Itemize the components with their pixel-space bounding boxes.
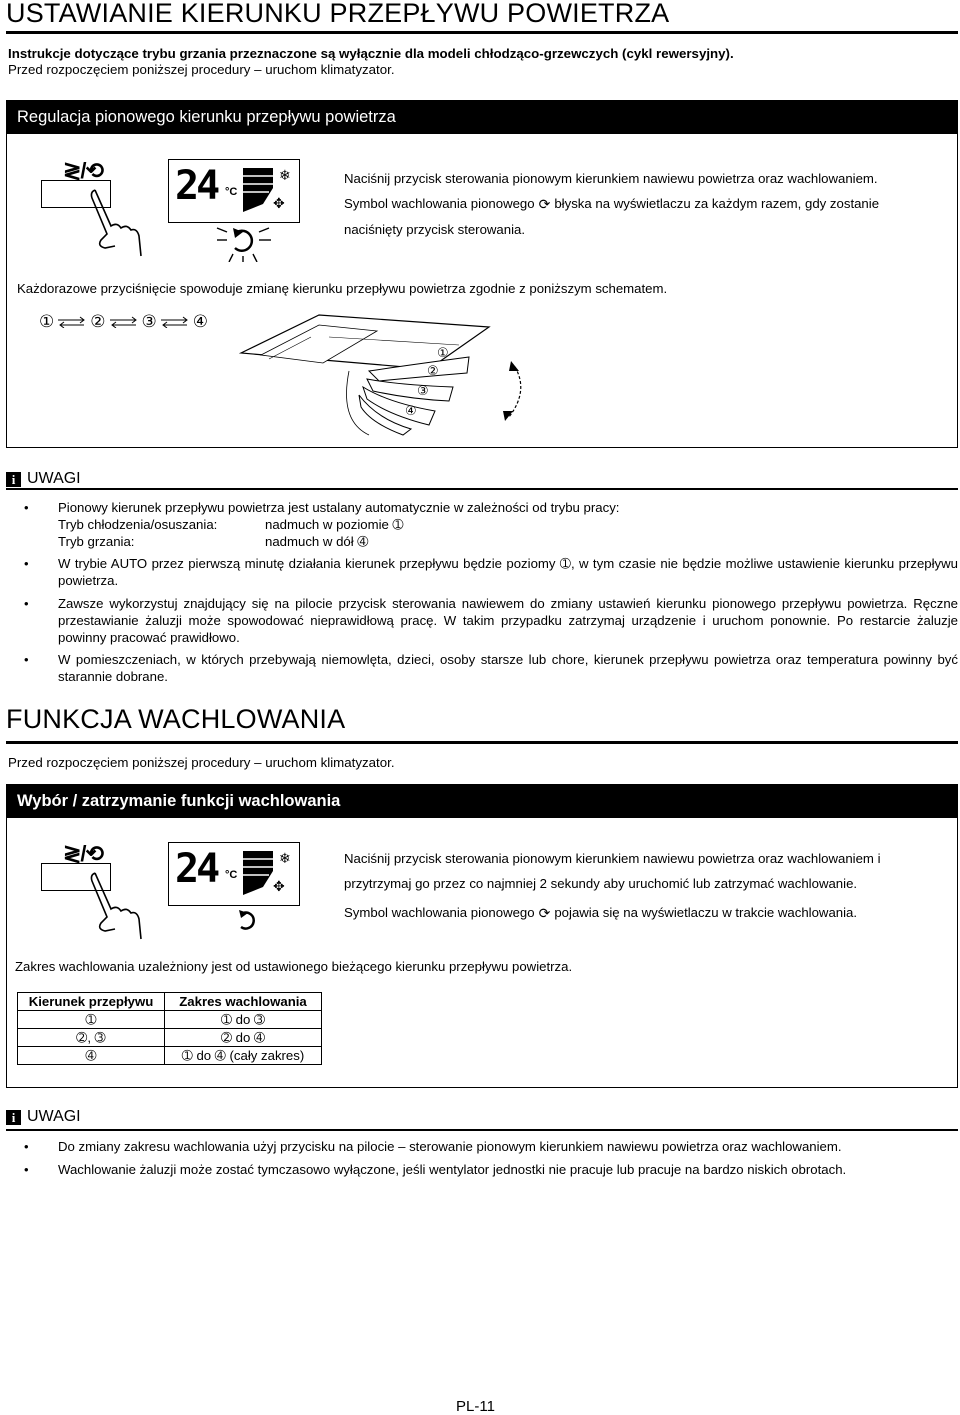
table-cell: ➀ do ➃ (cały zakres) (165, 1047, 322, 1065)
note-item: • Zawsze wykorzystuj znajdujący się na pilocie przycisk sterowania nawiewem do zmiany ustawień kierunku pionowego przepływu powietrza. Ręczne przestawianie żaluzji może spowodować nieprawidłową pracę. W takim przypadku zatrzymaj urządzenie i uruchom ponownie. Po restarcie żaluzje powinny pracować prawidłowo. (24, 596, 958, 646)
mode-label: Tryb chłodzenia/osuszania: (58, 516, 218, 532)
range-text: Zakres wachlowania uzależniony jest od ustawionego bieżącego kierunku przepływu powietrza. (15, 959, 573, 974)
hand-icon (87, 186, 147, 266)
mode-row (58, 534, 958, 551)
svg-text:②: ② (427, 364, 439, 379)
remote-illustration (37, 839, 337, 949)
table-cell: ➀ (18, 1011, 165, 1029)
step2-line3b: pojawia się na wyświetlaczu w trakcie wachlowania. (554, 905, 858, 920)
step1-line1: Naciśnij przycisk sterowania pionowym kierunkiem nawiewu powietrza oraz wachlowaniem. (344, 171, 878, 186)
sequence-diagram (39, 312, 208, 332)
notes-rule (6, 488, 958, 490)
swing-button-label: ≷/⟲ (63, 158, 103, 183)
sequence-text: Każdorazowe przyciśnięcie spowoduje zmianę kierunku przepływu powietrza zgodnie z poniższym schematem. (17, 281, 668, 296)
sequence-label: ① (39, 312, 55, 331)
step2-line3 (344, 905, 857, 921)
box-title: Regulacja pionowego kierunku przepływu powietrza (7, 101, 957, 134)
notes-heading-text: UWAGI (27, 470, 81, 487)
remote-illustration (37, 156, 337, 266)
swing-symbol-blinking-icon (215, 222, 275, 262)
notes-rule (6, 1129, 958, 1131)
title-rule (6, 31, 958, 34)
vertical-airflow-box (6, 100, 958, 448)
sequence-label: ③ (141, 312, 157, 331)
hand-icon (87, 869, 147, 949)
swing-range-table (17, 992, 322, 1065)
display-temperature: 24 (175, 163, 218, 209)
display-unit: °C (225, 186, 238, 198)
lcd-display (168, 159, 300, 223)
svg-text:✥: ✥ (273, 196, 285, 212)
step2-line1: Naciśnij przycisk sterowania pionowym kierunkiem nawiewu powietrza oraz wachlowaniem i (344, 851, 881, 866)
table-header: Kierunek przepływu (18, 993, 165, 1011)
notes-heading (6, 1108, 81, 1126)
note-item: • Wachlowanie żaluzji może zostać tymczasowo wyłączone, jeśli wentylator jednostki nie pracuje lub pracuje na bardzo niskich obrotach. (24, 1162, 958, 1179)
svg-text:❄: ❄ (279, 851, 291, 867)
display-unit: °C (225, 869, 238, 881)
display-temperature: 24 (175, 846, 218, 892)
info-icon: i (6, 472, 21, 487)
intro-text: Przed rozpoczęciem poniższej procedury – uruchom klimatyzator. (8, 62, 395, 77)
cycle-arrow-icon (54, 316, 90, 328)
cycle-arrow-icon (106, 316, 142, 328)
table-row (18, 1011, 322, 1029)
table-cell: ➀ do ➂ (165, 1011, 322, 1029)
step1-line2a: Symbol wachlowania pionowego (344, 196, 535, 211)
table-row (18, 1029, 322, 1047)
table-cell: ➁, ➂ (18, 1029, 165, 1047)
louver-level-icon (239, 847, 297, 901)
note-item: • W trybie AUTO przez pierwszą minutę działania kierunek przepływu będzie poziomy ➀, w tym czasie nie będzie możliwe ustawienie kierunku przepływu powietrza. (24, 556, 958, 590)
note-item: • W pomieszczeniach, w których przebywają niemowlęta, dzieci, osoby starsze lub chore, kierunek przepływu powietrza oraz temperatura powinny być starannie dobrane. (24, 652, 958, 686)
note-text: • Pionowy kierunek przepływu powietrza jest ustalany automatycznie w zależności od trybu pracy: (58, 500, 620, 515)
mode-value: nadmuch w dół ➃ (265, 533, 369, 549)
table-row (18, 1047, 322, 1065)
step1-line2 (344, 196, 879, 212)
svg-text:①: ① (437, 346, 449, 361)
notes-list (24, 500, 958, 686)
swing-symbol-icon (233, 909, 257, 933)
swing-button-label: ≷/⟲ (63, 841, 103, 866)
svg-text:✥: ✥ (273, 879, 285, 895)
louver-positions-diagram (239, 311, 539, 436)
intro-bold: Instrukcje dotyczące trybu grzania przeznaczone są wyłącznie dla modeli chłodząco-grzewczych (cykl rewersyjny). (8, 46, 734, 61)
swing-symbol-icon: ⟳ (538, 905, 551, 921)
intro-text: Przed rozpoczęciem poniższej procedury – uruchom klimatyzator. (8, 755, 395, 770)
mode-label: Tryb grzania: (58, 533, 135, 549)
svg-text:❄: ❄ (279, 168, 291, 184)
table-header-row (18, 993, 322, 1011)
box-title: Wybór / zatrzymanie funkcji wachlowania (7, 785, 957, 818)
mode-value: nadmuch w poziomie ➀ (265, 516, 404, 532)
sequence-label: ② (90, 312, 106, 331)
step1-line2b: błyska na wyświetlaczu za każdym razem, gdy zostanie (554, 196, 880, 211)
notes-heading (6, 470, 81, 488)
svg-text:③: ③ (417, 384, 429, 399)
note-item: • Do zmiany zakresu wachlowania użyj przycisku na pilocie – sterowanie pionowym kierunkiem nawiewu powietrza oraz wachlowaniem. (24, 1139, 958, 1156)
cycle-arrow-icon (157, 316, 193, 328)
notes-heading-text: UWAGI (27, 1108, 81, 1125)
mode-row (58, 517, 958, 534)
step2-line2: przytrzymaj go przez co najmniej 2 sekundy aby uruchomić lub zatrzymać wachlowanie. (344, 876, 858, 891)
note-item (24, 500, 958, 550)
svg-text:④: ④ (405, 404, 417, 419)
info-icon: i (6, 1110, 21, 1125)
sequence-label: ④ (192, 312, 208, 331)
step2-line3a: Symbol wachlowania pionowego (344, 905, 535, 920)
step1-line3: naciśnięty przycisk sterowania. (344, 222, 526, 237)
section-title: FUNKCJA WACHLOWANIA (6, 704, 346, 734)
swing-symbol-icon: ⟳ (538, 196, 551, 212)
swing-function-box (6, 784, 958, 1088)
table-header: Zakres wachlowania (165, 993, 322, 1011)
louver-level-icon (239, 164, 297, 218)
section-title: USTAWIANIE KIERUNKU PRZEPŁYWU POWIETRZA (6, 0, 670, 28)
table-cell: ➁ do ➃ (165, 1029, 322, 1047)
title-rule (6, 741, 958, 744)
lcd-display (168, 842, 300, 906)
page-number: PL-11 (456, 1398, 495, 1415)
table-cell: ➃ (18, 1047, 165, 1065)
notes-list (24, 1139, 958, 1179)
